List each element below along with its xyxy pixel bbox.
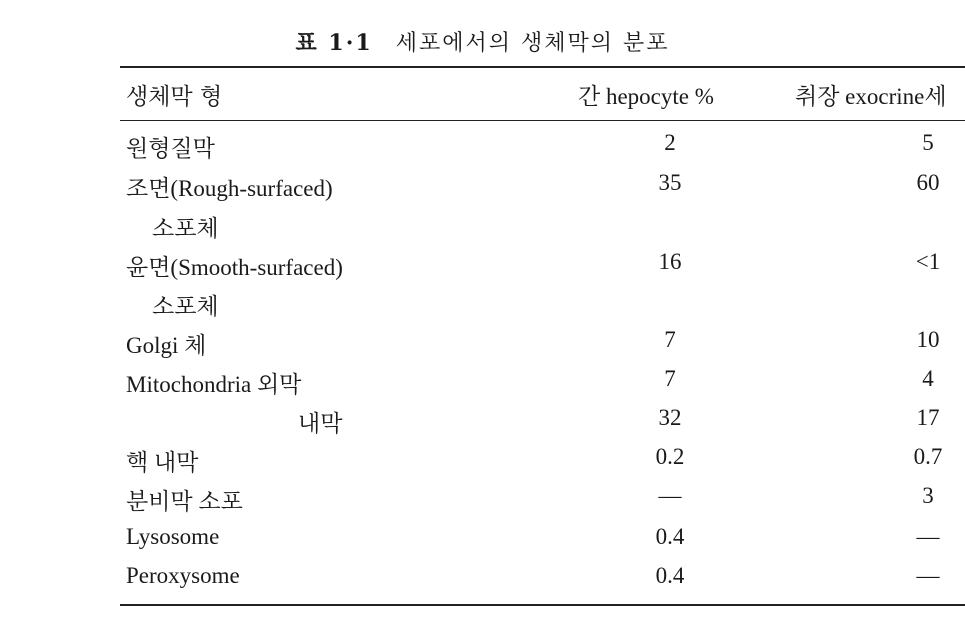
row-liver-value: 16 <box>658 249 682 274</box>
row-label: 원형질막 <box>126 136 215 161</box>
header-pancreas-exocrine: 취장 exocrine세 <box>795 84 947 109</box>
row-pancreas-value: 10 <box>916 327 940 352</box>
row-label: 분비막 소포 <box>126 489 243 514</box>
row-pancreas-value: 5 <box>922 130 934 155</box>
row-label: 윤면(Smooth-surfaced) <box>126 255 343 280</box>
row-pancreas-value: 17 <box>916 405 940 430</box>
table-bottom-rule <box>120 604 965 606</box>
row-pancreas-value: 4 <box>922 366 934 391</box>
table-row <box>0 170 965 210</box>
row-liver-value: 0.4 <box>655 524 685 549</box>
row-liver-value: 0.2 <box>655 444 685 469</box>
table-row <box>0 249 965 289</box>
row-pancreas-value: 0.7 <box>913 444 943 469</box>
table-row <box>0 405 965 445</box>
row-label: 소포체 <box>152 294 219 319</box>
table-row <box>0 210 965 250</box>
row-liver-value: 32 <box>658 405 682 430</box>
row-label: 내막 <box>298 411 343 436</box>
table-row <box>0 444 965 484</box>
header-membrane-type: 생체막 형 <box>126 84 223 110</box>
table-header-rule <box>120 120 965 121</box>
row-liver-value: 7 <box>664 366 676 391</box>
row-label: 핵 내막 <box>126 450 199 475</box>
table-caption-title: 세포에서의 생체막의 분포 <box>395 31 670 56</box>
table-row <box>0 130 965 170</box>
row-label: 조면(Rough-surfaced) <box>126 176 333 201</box>
row-pancreas-value: 60 <box>916 170 940 195</box>
row-pancreas-value: — <box>916 524 940 549</box>
row-liver-value: — <box>658 483 682 508</box>
row-pancreas-value: 3 <box>922 483 934 508</box>
row-label: Mitochondria 외막 <box>126 372 302 397</box>
row-liver-value: 0.4 <box>655 563 685 588</box>
row-pancreas-value: — <box>916 563 940 588</box>
row-label: Lysosome <box>126 524 220 549</box>
table-row <box>0 366 965 406</box>
row-liver-value: 7 <box>664 327 676 352</box>
table-row <box>0 327 965 367</box>
row-liver-value: 2 <box>664 130 676 155</box>
table-row <box>0 288 965 328</box>
table-row <box>0 483 965 523</box>
table-row <box>0 524 965 564</box>
header-liver-hepatocyte: 간 hepocyte % <box>578 84 714 109</box>
row-pancreas-value: <1 <box>915 249 941 274</box>
table-header-row <box>0 78 965 114</box>
table-caption <box>0 26 965 57</box>
row-label: Peroxysome <box>126 563 240 588</box>
row-liver-value: 35 <box>658 170 682 195</box>
table-row <box>0 563 965 603</box>
table-caption-number: 표 1·1 <box>295 30 373 56</box>
row-label: Golgi 체 <box>126 333 207 358</box>
row-label: 소포체 <box>152 216 219 241</box>
table-top-rule <box>120 66 965 68</box>
